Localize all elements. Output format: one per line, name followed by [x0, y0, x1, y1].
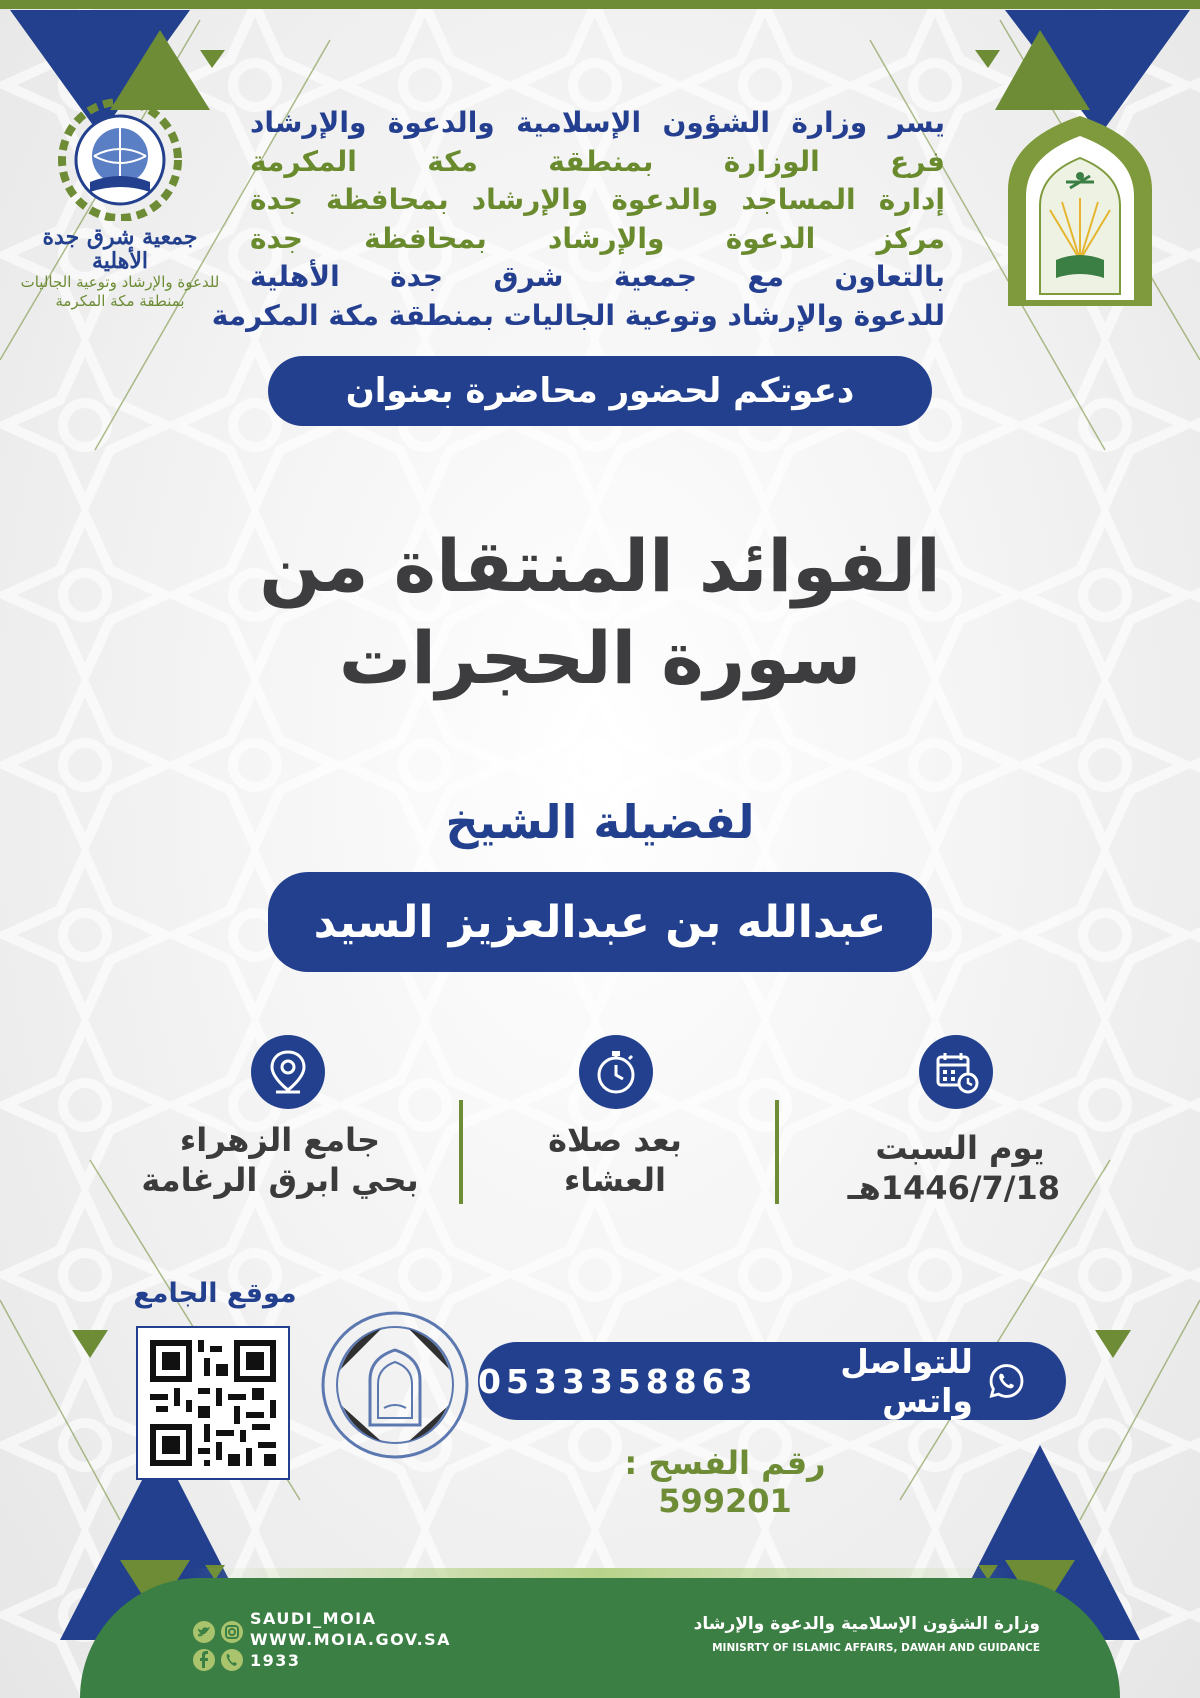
- association-region: بمنطقة مكة المكرمة: [55, 292, 185, 310]
- footer-contact-info: [250, 1608, 451, 1671]
- ministry-emblem-icon: [1000, 110, 1160, 310]
- shaikh-name: عبدالله بن عبدالعزيز السيد: [313, 896, 887, 948]
- event-time: [500, 1120, 730, 1200]
- footer-ministry-en: MINISRTY OF ISLAMIC AFFAIRS, DAWAH AND GUIDANCE: [712, 1642, 1040, 1654]
- organizers-block: [211, 104, 945, 335]
- whatsapp-icon: [987, 1357, 1026, 1405]
- contact-label: للتواصل واتس: [840, 1342, 973, 1420]
- event-time-line-2: العشاء: [564, 1161, 666, 1199]
- association-name: جمعية شرق جدة الأهلية: [42, 224, 198, 274]
- invitation-banner: [268, 356, 932, 426]
- event-time-line-1: بعد صلاة: [548, 1121, 682, 1159]
- stopwatch-icon: [579, 1035, 653, 1109]
- event-place-line-2: بحي ابرق الرغامة: [141, 1161, 419, 1199]
- org-line-3: إدارة المساجد والدعوة والإرشاد بمحافظة جدة: [250, 183, 945, 216]
- footer-handle[interactable]: SAUDI_MOIA: [250, 1609, 377, 1628]
- footer-ministry: [680, 1614, 1040, 1654]
- lecture-title-line-2: سورة الحجرات: [338, 616, 862, 700]
- event-place-line-1: جامع الزهراء: [179, 1121, 381, 1159]
- calendar-icon: [919, 1035, 993, 1109]
- association-subline: للدعوة والإرشاد وتوعية الجاليات: [20, 273, 220, 291]
- instagram-icon[interactable]: [221, 1621, 243, 1643]
- shaikh-name-banner: [268, 872, 932, 972]
- qr-code[interactable]: [136, 1326, 290, 1480]
- details-divider-1: [775, 1100, 779, 1204]
- lecture-title-line-1: الفوائد المنتقاة من: [259, 524, 941, 608]
- shaikh-label: لفضيلة الشيخ: [445, 795, 755, 849]
- org-line-1: يسر وزارة الشؤون الإسلامية والدعوة والإرشاد: [250, 106, 945, 139]
- event-day-date: [847, 1128, 1060, 1208]
- org-line-5: بالتعاون مع جمعية شرق جدة الأهلية: [250, 260, 945, 293]
- association-logo: [20, 96, 220, 326]
- footer-ministry-ar: وزارة الشؤون الإسلامية والدعوة والإرشاد: [693, 1614, 1040, 1634]
- invitation-label: دعوتكم لحضور محاضرة بعنوان: [345, 371, 855, 411]
- whatsapp-contact-banner[interactable]: [478, 1342, 1066, 1420]
- org-line-2: فرع الوزارة بمنطقة مكة المكرمة: [250, 144, 945, 178]
- org-line-4: مركز الدعوة والإرشاد بمحافظة جدة: [250, 221, 945, 255]
- globe-book-icon: [20, 96, 220, 221]
- footer-website[interactable]: WWW.MOIA.GOV.SA: [250, 1630, 452, 1649]
- event-place: [140, 1120, 420, 1200]
- facebook-icon[interactable]: [193, 1649, 215, 1671]
- phone-icon[interactable]: [221, 1649, 243, 1671]
- event-day: يوم السبت: [875, 1129, 1045, 1167]
- qr-code-icon: [138, 1328, 288, 1478]
- org-line-6: للدعوة والإرشاد وتوعية الجاليات بمنطقة مكة المكرمة: [211, 298, 945, 332]
- contact-phone[interactable]: 0533358863: [478, 1361, 758, 1401]
- lecture-title: [150, 520, 1050, 704]
- event-date: 1446/7/18هـ: [847, 1169, 1060, 1207]
- footer-phone: 1933: [250, 1651, 301, 1670]
- twitter-icon[interactable]: [193, 1621, 215, 1643]
- details-divider-2: [459, 1100, 463, 1204]
- mosque-location-label: موقع الجامع: [133, 1278, 297, 1309]
- location-pin-icon: [251, 1035, 325, 1109]
- footer: [80, 1578, 1120, 1698]
- permit-number: رقم الفسح : 599201: [624, 1444, 826, 1520]
- ministry-stamp-icon: [320, 1310, 470, 1460]
